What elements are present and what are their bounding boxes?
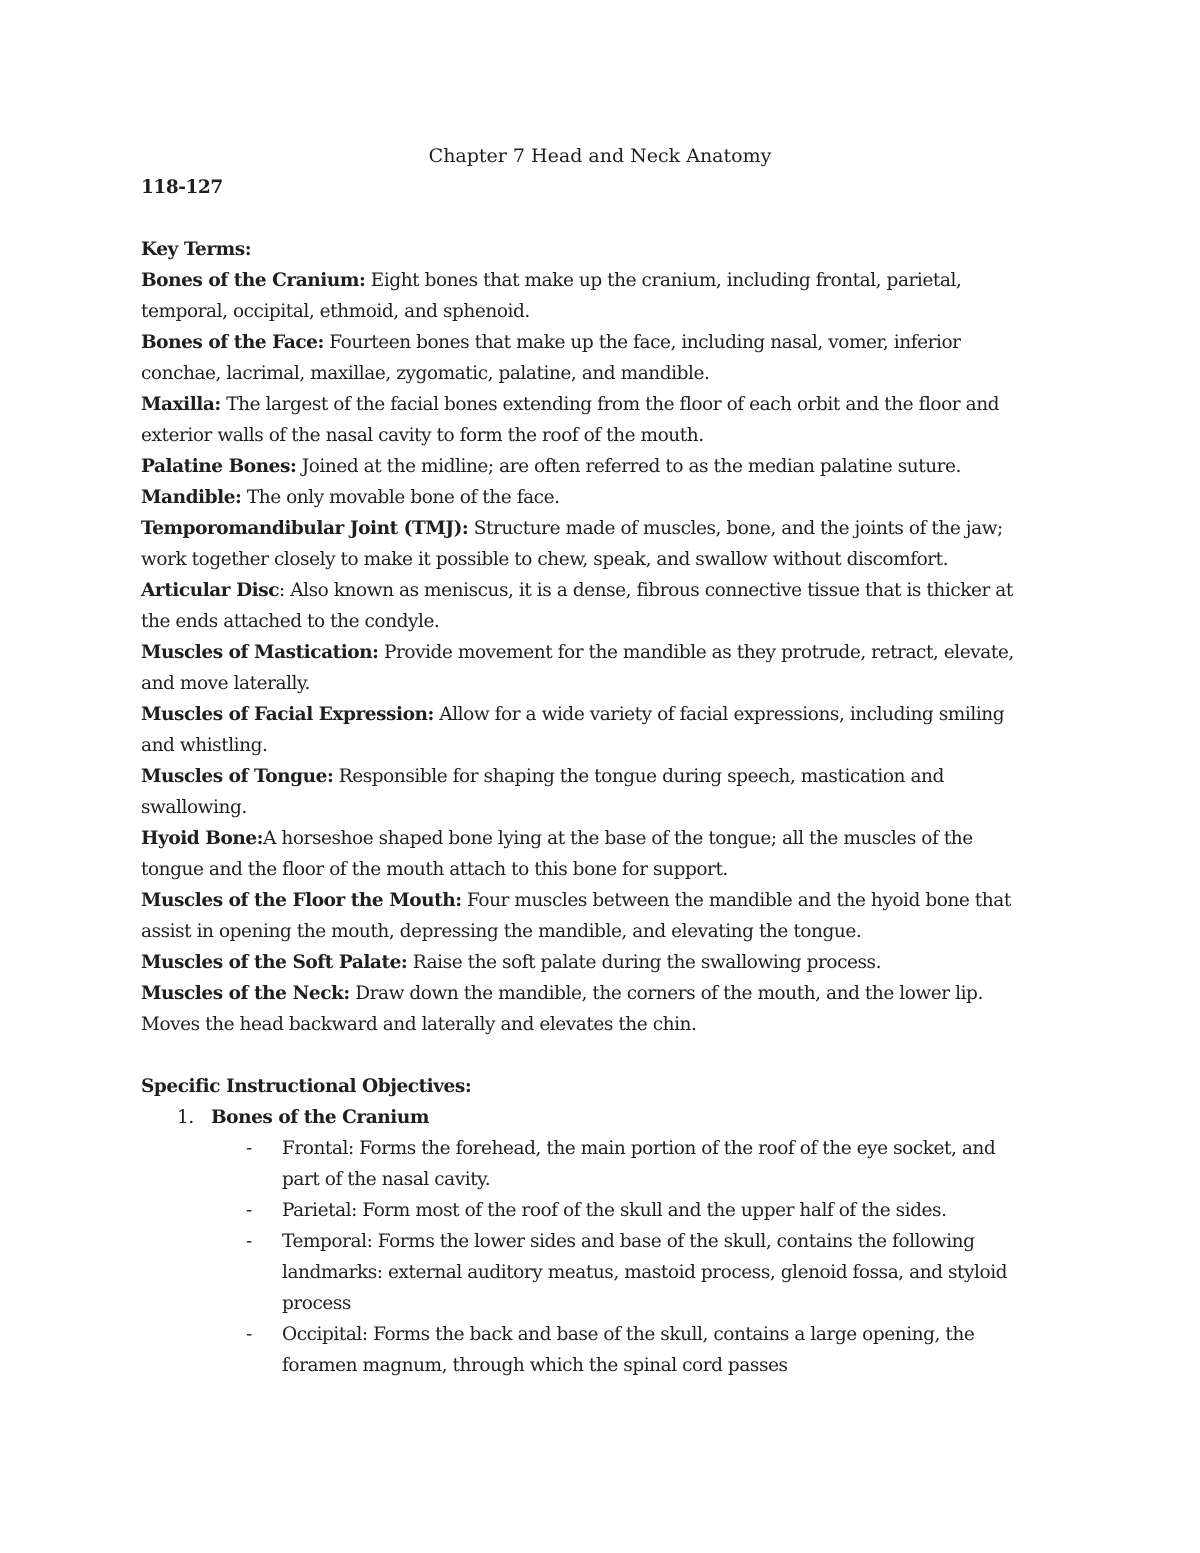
objectives-heading: Specific Instructional Objectives:	[141, 1076, 472, 1097]
document-body	[141, 172, 1071, 1381]
key-term-name: Muscles of Tongue:	[141, 766, 334, 787]
key-term-line	[141, 916, 1071, 947]
key-term-line	[141, 978, 1071, 1009]
key-term-entry	[141, 513, 1071, 575]
key-term-line	[141, 854, 1071, 885]
subitem-line: Temporal: Forms the lower sides and base of the skull, contains the following	[282, 1231, 975, 1252]
key-term-definition: Structure made of muscles, bone, and the joints of the jaw;	[468, 518, 1003, 539]
objective-title: Bones of the Cranium	[211, 1107, 429, 1128]
bullet-dash: -	[246, 1231, 252, 1252]
key-term-line	[141, 606, 1071, 637]
key-term-entry	[141, 265, 1071, 327]
objective-subitem	[141, 1226, 1071, 1319]
key-term-name: Maxilla:	[141, 394, 221, 415]
key-term-line	[141, 637, 1071, 668]
subitem-line: process	[282, 1293, 351, 1314]
bullet-dash: -	[246, 1200, 252, 1221]
key-term-entry	[141, 947, 1071, 978]
key-term-name: Hyoid Bone:	[141, 828, 264, 849]
key-term-entry	[141, 389, 1071, 451]
key-term-line	[141, 265, 1071, 296]
key-term-name: Muscles of the Floor the Mouth:	[141, 890, 462, 911]
key-term-definition: and move laterally.	[141, 673, 310, 694]
key-term-definition: The only movable bone of the face.	[241, 487, 560, 508]
key-term-definition: and whistling.	[141, 735, 268, 756]
key-term-definition: swallowing.	[141, 797, 247, 818]
key-term-name: Bones of the Cranium:	[141, 270, 366, 291]
key-term-name: Muscles of Facial Expression:	[141, 704, 434, 725]
key-term-line	[141, 451, 1071, 482]
key-term-entry	[141, 699, 1071, 761]
key-terms-heading: Key Terms:	[141, 239, 252, 260]
key-term-line	[141, 730, 1071, 761]
key-term-definition: Allow for a wide variety of facial expressions, including smiling	[433, 704, 1005, 725]
objectives-list	[141, 1102, 1071, 1381]
objective-number: 1.	[177, 1107, 194, 1128]
objective-sublist	[141, 1133, 1071, 1381]
key-term-entry	[141, 482, 1071, 513]
page-range: 118-127	[141, 177, 223, 198]
key-term-line	[141, 885, 1071, 916]
key-term-entry	[141, 823, 1071, 885]
key-term-definition: Moves the head backward and laterally and elevates the chin.	[141, 1014, 697, 1035]
bullet-dash: -	[246, 1324, 252, 1345]
key-term-name: Muscles of the Neck:	[141, 983, 350, 1004]
key-term-definition: Eight bones that make up the cranium, including frontal, parietal,	[365, 270, 962, 291]
key-term-line	[141, 327, 1071, 358]
key-term-entry	[141, 761, 1071, 823]
key-term-definition: The largest of the facial bones extending from the floor of each orbit and the floor and	[220, 394, 1000, 415]
key-term-definition: Four muscles between the mandible and the hyoid bone that	[461, 890, 1011, 911]
key-term-entry	[141, 451, 1071, 482]
key-term-entry	[141, 637, 1071, 699]
key-term-line	[141, 947, 1071, 978]
key-term-definition: A horseshoe shaped bone lying at the base of the tongue; all the muscles of the	[263, 828, 973, 849]
key-term-definition: Draw down the mandible, the corners of the mouth, and the lower lip.	[349, 983, 983, 1004]
key-term-name: Mandible:	[141, 487, 242, 508]
key-term-entry	[141, 978, 1071, 1040]
key-term-entry	[141, 885, 1071, 947]
key-term-definition: Responsible for shaping the tongue during speech, mastication and	[333, 766, 944, 787]
key-term-definition: Provide movement for the mandible as they protrude, retract, elevate,	[378, 642, 1014, 663]
objective-subitem	[141, 1195, 1071, 1226]
key-term-line	[141, 544, 1071, 575]
key-terms-list	[141, 265, 1071, 1040]
key-term-definition: exterior walls of the nasal cavity to form the roof of the mouth.	[141, 425, 704, 446]
key-term-definition: temporal, occipital, ethmoid, and sphenoid.	[141, 301, 530, 322]
subitem-line: foramen magnum, through which the spinal cord passes	[282, 1355, 788, 1376]
subitem-line: Occipital: Forms the back and base of the skull, contains a large opening, the	[282, 1324, 975, 1345]
key-term-line	[141, 358, 1071, 389]
key-term-definition: Fourteen bones that make up the face, including nasal, vomer, inferior	[323, 332, 961, 353]
key-term-definition: Joined at the midline; are often referred to as the median palatine suture.	[296, 456, 961, 477]
key-term-line	[141, 823, 1071, 854]
key-term-definition: conchae, lacrimal, maxillae, zygomatic, palatine, and mandible.	[141, 363, 710, 384]
key-term-definition: assist in opening the mouth, depressing the mandible, and elevating the tongue.	[141, 921, 862, 942]
key-term-name: Muscles of the Soft Palate:	[141, 952, 408, 973]
key-term-definition: : Also known as meniscus, it is a dense, fibrous connective tissue that is thicker at	[279, 580, 1013, 601]
key-term-line	[141, 513, 1071, 544]
key-term-line	[141, 1009, 1071, 1040]
blank-line	[141, 203, 1071, 234]
key-term-line	[141, 482, 1071, 513]
key-term-definition: tongue and the floor of the mouth attach to this bone for support.	[141, 859, 728, 880]
key-term-name: Palatine Bones:	[141, 456, 297, 477]
objective-heading	[141, 1102, 1071, 1133]
subitem-line: landmarks: external auditory meatus, mastoid process, glenoid fossa, and styloid	[282, 1262, 1008, 1283]
page-title: Chapter 7 Head and Neck Anatomy	[428, 145, 772, 167]
key-term-name: Articular Disc	[141, 580, 280, 601]
key-term-entry	[141, 327, 1071, 389]
key-term-line	[141, 792, 1071, 823]
key-term-entry	[141, 575, 1071, 637]
key-term-line	[141, 668, 1071, 699]
key-term-line	[141, 296, 1071, 327]
key-term-line	[141, 761, 1071, 792]
key-term-line	[141, 389, 1071, 420]
subitem-line: Parietal: Form most of the roof of the skull and the upper half of the sides.	[282, 1200, 947, 1221]
key-term-definition: the ends attached to the condyle.	[141, 611, 440, 632]
blank-line	[141, 1040, 1071, 1071]
key-term-line	[141, 420, 1071, 451]
key-term-name: Temporomandibular Joint (TMJ):	[141, 518, 469, 539]
key-term-name: Muscles of Mastication:	[141, 642, 379, 663]
key-term-definition: work together closely to make it possible to chew, speak, and swallow without discomfort.	[141, 549, 949, 570]
objective-subitem	[141, 1133, 1071, 1195]
subitem-line: Frontal: Forms the forehead, the main portion of the roof of the eye socket, and	[282, 1138, 996, 1159]
key-term-line	[141, 699, 1071, 730]
subitem-line: part of the nasal cavity.	[282, 1169, 491, 1190]
key-term-definition: Raise the soft palate during the swallowing process.	[407, 952, 882, 973]
objective-subitem	[141, 1319, 1071, 1381]
key-term-name: Bones of the Face:	[141, 332, 324, 353]
key-term-line	[141, 575, 1071, 606]
bullet-dash: -	[246, 1138, 252, 1159]
